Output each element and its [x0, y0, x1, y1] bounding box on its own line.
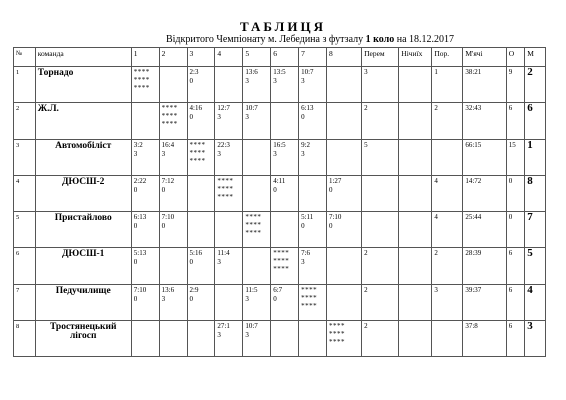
team-name: Пристайлово [35, 212, 131, 248]
col-header-wins: Перем [362, 48, 399, 67]
match-cell: 5:13 0 [131, 248, 159, 284]
match-cell [215, 67, 243, 103]
match-cell: **** **** **** [271, 248, 299, 284]
match-cell: 1:27 0 [326, 175, 361, 211]
col-header-6: 6 [271, 48, 299, 67]
table-row [14, 320, 546, 356]
draws-cell [399, 320, 432, 356]
team-name: Педучилище [35, 284, 131, 320]
match-cell: **** **** **** [326, 320, 361, 356]
points-cell: 6 [506, 248, 525, 284]
col-header-place: М [525, 48, 546, 67]
points-cell: 6 [506, 103, 525, 139]
match-cell: 2:9 0 [187, 284, 215, 320]
draws-cell [399, 212, 432, 248]
losses-cell: 2 [432, 103, 463, 139]
row-number: 8 [14, 320, 36, 356]
losses-cell: 1 [432, 67, 463, 103]
match-cell: 7:6 3 [299, 248, 327, 284]
table-row [14, 67, 546, 103]
col-header-draws: Нічиїх [399, 48, 432, 67]
match-cell [215, 212, 243, 248]
row-number: 1 [14, 67, 36, 103]
match-cell: **** **** **** [299, 284, 327, 320]
team-name: ДЮСШ-2 [35, 175, 131, 211]
page-title: ТАБЛИЦЯ [240, 19, 326, 34]
match-cell: 6:13 0 [131, 212, 159, 248]
place-cell: 2 [525, 67, 546, 103]
draws-cell [399, 175, 432, 211]
match-cell [299, 320, 327, 356]
col-header-2: 2 [159, 48, 187, 67]
wins-cell: 2 [362, 248, 399, 284]
wins-cell: 5 [362, 139, 399, 175]
match-cell: 7:10 0 [159, 212, 187, 248]
match-cell: 4:16 0 [187, 103, 215, 139]
team-name: Ж.Л. [35, 103, 131, 139]
goals-cell: 38:21 [463, 67, 506, 103]
place-cell: 3 [525, 320, 546, 356]
match-cell [326, 103, 361, 139]
col-header-7: 7 [299, 48, 327, 67]
match-cell: 5:11 0 [299, 212, 327, 248]
match-cell: 4:11 0 [271, 175, 299, 211]
match-cell [159, 248, 187, 284]
points-cell: 0 [506, 175, 525, 211]
match-cell: **** **** **** [187, 139, 215, 175]
wins-cell: 2 [362, 103, 399, 139]
match-cell [243, 139, 271, 175]
goals-cell: 66:15 [463, 139, 506, 175]
row-number: 6 [14, 248, 36, 284]
wins-cell: 3 [362, 67, 399, 103]
draws-cell [399, 284, 432, 320]
wins-cell: 2 [362, 320, 399, 356]
draws-cell [399, 139, 432, 175]
losses-cell [432, 139, 463, 175]
losses-cell: 2 [432, 248, 463, 284]
wins-cell: 2 [362, 284, 399, 320]
col-header-goals: М'ячі [463, 48, 506, 67]
goals-cell: 37:8 [463, 320, 506, 356]
points-cell: 0 [506, 212, 525, 248]
match-cell: 7:10 0 [131, 284, 159, 320]
match-cell: 3:2 3 [131, 139, 159, 175]
subtitle-date: на 18.12.2017 [394, 34, 455, 45]
match-cell [271, 320, 299, 356]
draws-cell [399, 67, 432, 103]
col-header-num: № [14, 48, 36, 67]
table-row [14, 284, 546, 320]
col-header-team: команда [35, 48, 131, 67]
losses-cell: 3 [432, 284, 463, 320]
points-cell: 9 [506, 67, 525, 103]
match-cell: **** **** **** [131, 67, 159, 103]
col-header-points: О [506, 48, 525, 67]
subtitle-round: 1 коло [365, 34, 395, 45]
match-cell: 27:1 3 [215, 320, 243, 356]
col-header-losses: Пор. [432, 48, 463, 67]
goals-cell: 39:37 [463, 284, 506, 320]
match-cell: 10:7 3 [299, 67, 327, 103]
col-header-3: 3 [187, 48, 215, 67]
match-cell [326, 248, 361, 284]
table-row [14, 103, 546, 139]
col-header-4: 4 [215, 48, 243, 67]
match-cell: 11:5 3 [243, 284, 271, 320]
table-row [14, 175, 546, 211]
match-cell [159, 67, 187, 103]
row-number: 5 [14, 212, 36, 248]
match-cell [159, 320, 187, 356]
match-cell [243, 248, 271, 284]
losses-cell: 4 [432, 212, 463, 248]
goals-cell: 14:72 [463, 175, 506, 211]
goals-cell: 32:43 [463, 103, 506, 139]
team-name: Тростянецький лігосп [35, 320, 131, 356]
match-cell [187, 212, 215, 248]
match-cell [326, 139, 361, 175]
match-cell: 12:7 3 [215, 103, 243, 139]
table-row [14, 139, 546, 175]
match-cell [215, 284, 243, 320]
match-cell: 9:2 3 [299, 139, 327, 175]
match-cell [131, 320, 159, 356]
match-cell: 16:4 3 [159, 139, 187, 175]
header-row [14, 48, 546, 67]
match-cell: 13:6 3 [243, 67, 271, 103]
row-number: 7 [14, 284, 36, 320]
table-row [14, 248, 546, 284]
table-row [14, 212, 546, 248]
wins-cell [362, 212, 399, 248]
match-cell: 2:3 0 [187, 67, 215, 103]
page-subtitle [90, 34, 530, 46]
row-number: 2 [14, 103, 36, 139]
place-cell: 8 [525, 175, 546, 211]
match-cell [271, 103, 299, 139]
match-cell [326, 67, 361, 103]
col-header-8: 8 [326, 48, 361, 67]
match-cell [326, 284, 361, 320]
place-cell: 5 [525, 248, 546, 284]
match-cell: 6:7 0 [271, 284, 299, 320]
match-cell [299, 175, 327, 211]
match-cell: **** **** **** [243, 212, 271, 248]
match-cell: 5:16 0 [187, 248, 215, 284]
standings-table [13, 47, 546, 357]
match-cell: 10:7 3 [243, 103, 271, 139]
subtitle-text: Відкритого Чемпіонату м. Лебедина з футзалу [165, 34, 366, 45]
match-cell: 2:22 0 [131, 175, 159, 211]
points-cell: 15 [506, 139, 525, 175]
match-cell: 11:4 3 [215, 248, 243, 284]
draws-cell [399, 248, 432, 284]
row-number: 4 [14, 175, 36, 211]
points-cell: 6 [506, 284, 525, 320]
place-cell: 4 [525, 284, 546, 320]
col-header-1: 1 [131, 48, 159, 67]
goals-cell: 28:39 [463, 248, 506, 284]
col-header-5: 5 [243, 48, 271, 67]
match-cell: **** **** **** [215, 175, 243, 211]
match-cell [131, 103, 159, 139]
match-cell: 6:13 0 [299, 103, 327, 139]
losses-cell [432, 320, 463, 356]
place-cell: 7 [525, 212, 546, 248]
team-name: Автомобіліст [35, 139, 131, 175]
match-cell: 22:3 3 [215, 139, 243, 175]
place-cell: 1 [525, 139, 546, 175]
match-cell [271, 212, 299, 248]
team-name: ДЮСШ-1 [35, 248, 131, 284]
match-cell: 7:12 0 [159, 175, 187, 211]
losses-cell: 4 [432, 175, 463, 211]
draws-cell [399, 103, 432, 139]
match-cell: 13:6 3 [159, 284, 187, 320]
points-cell: 6 [506, 320, 525, 356]
row-number: 3 [14, 139, 36, 175]
match-cell: 16:5 3 [271, 139, 299, 175]
team-name: Торнадо [35, 67, 131, 103]
match-cell: 13:5 3 [271, 67, 299, 103]
wins-cell [362, 175, 399, 211]
place-cell: 6 [525, 103, 546, 139]
match-cell: 10:7 3 [243, 320, 271, 356]
match-cell [187, 320, 215, 356]
match-cell: **** **** **** [159, 103, 187, 139]
match-cell [187, 175, 215, 211]
match-cell: 7:10 0 [326, 212, 361, 248]
match-cell [243, 175, 271, 211]
goals-cell: 25:44 [463, 212, 506, 248]
